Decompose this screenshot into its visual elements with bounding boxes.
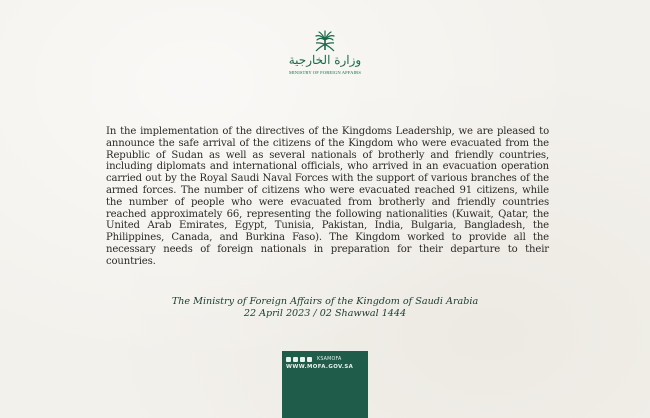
facebook-icon[interactable]: [286, 357, 291, 362]
logo-english-text: MINISTRY OF FOREIGN AFFAIRS: [288, 70, 361, 75]
signature-date: 22 April 2023 / 02 Shawwal 1444: [243, 308, 407, 319]
signature-ministry: The Ministry of Foreign Affairs of the Kingdom of Saudi Arabia: [171, 296, 479, 307]
social-handle[interactable]: KSAMOFA: [317, 356, 342, 362]
footer-badge: [282, 351, 368, 418]
youtube-icon[interactable]: [300, 357, 305, 362]
logo-arabic-text: وزارة الخارجية: [288, 53, 362, 67]
statement-body: In the implementation of the directives of the Kingdoms Leadership, we are pleased to announce the safe arrival of the citizens of the Kingdom who were evacuated from the Republic of Sudan as well as several nationals of brotherly and friendly countries, including diplomats and international officials, who arrived in an evacuation operation carried out by the Royal Saudi Naval Forces with the support of various branches of the armed forces. The number of citizens who were evacuated reached 91 citizens, while the number of people who were evacuated from brotherly and friendly countries reached approximately 66, representing the following nationalities (Kuwait, Qatar, the United Arab Emirates, Egypt, Tunisia, Pakistan, India, Bulgaria, Bangladesh, the Philippines, Canada, and Burkina Faso). The Kingdom worked to provide all the necessary needs of foreign nationals in preparation for their departure to their countries.: [106, 126, 549, 267]
ministry-logo: [285, 30, 365, 80]
social-links: [286, 356, 364, 362]
instagram-icon[interactable]: [293, 357, 298, 362]
twitter-icon[interactable]: [307, 357, 312, 362]
website-link[interactable]: WWW.MOFA.GOV.SA: [286, 364, 354, 370]
signature-block: [100, 296, 550, 320]
palm-swords-emblem-icon: [312, 30, 338, 54]
